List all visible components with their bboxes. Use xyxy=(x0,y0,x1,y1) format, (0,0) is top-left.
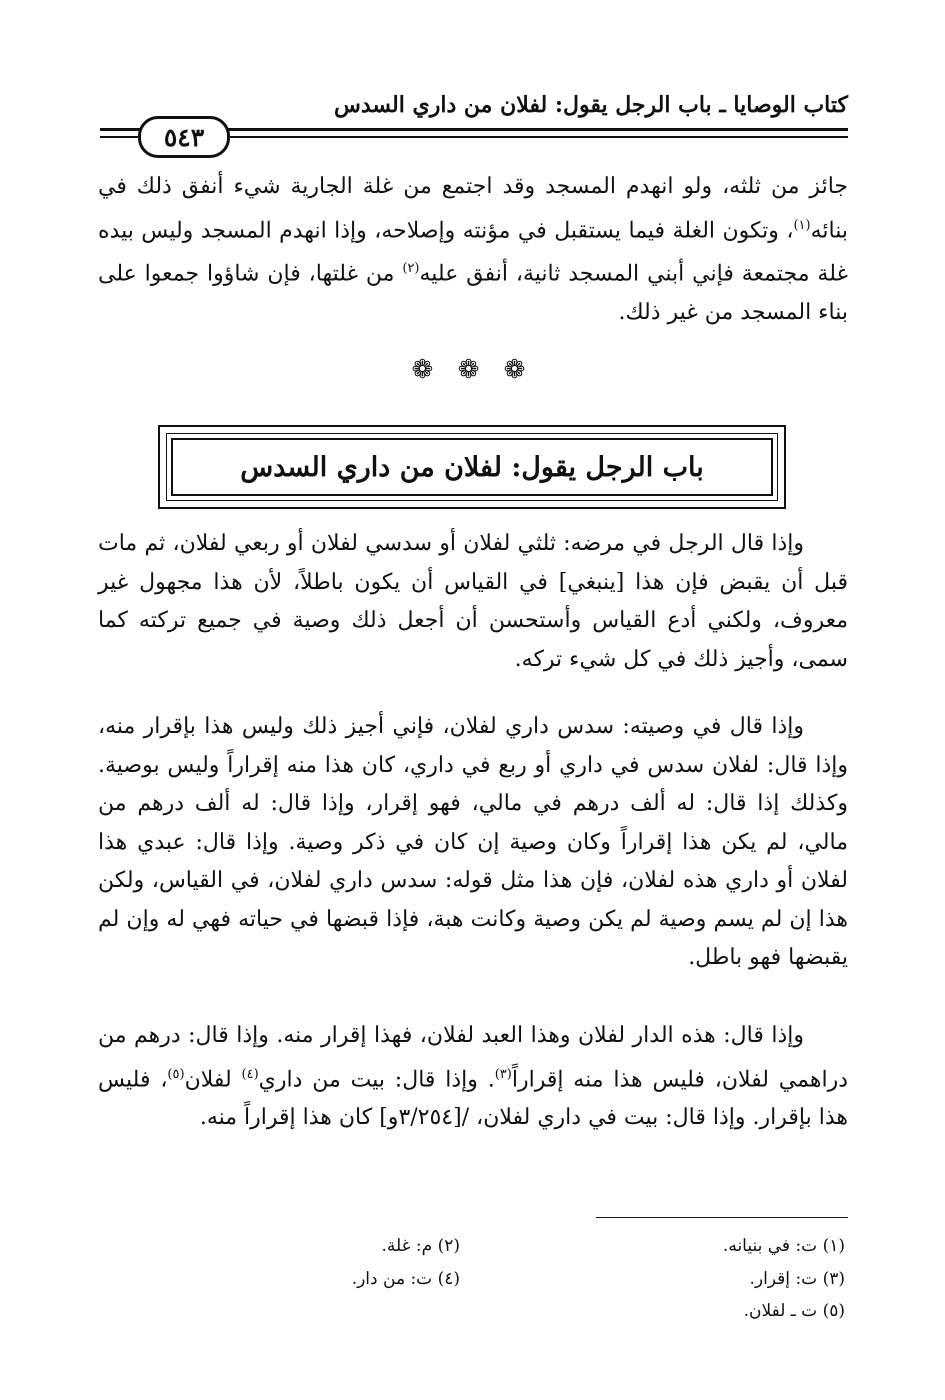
footnote-2: (٢) م: غلة. xyxy=(381,1236,460,1256)
footnote-ref: (٤) xyxy=(241,1066,259,1082)
footnote-ref: (٢) xyxy=(402,261,420,277)
paragraph-text: . وإذا قال: بيت من داري xyxy=(258,1066,495,1092)
footnote-ref: (٣) xyxy=(494,1066,512,1082)
paragraph-text: ، وتكون الغلة فيما يستقبل في مؤنته وإصلاحه، وإذا انهدم المسجد وليس بيده غلة مجتمعة فإني أبني المسجد ثانية، أنفق عليه xyxy=(98,217,849,287)
footnote-3: (٣) ت: إقرار. xyxy=(749,1269,845,1289)
paragraph: وإذا قال في وصيته: سدس داري لفلان، فإني أجيز ذلك وليس هذا بإقرار منه، وإذا قال: لفلان سدس في داري أو ربع في داري، كان هذا منه إقراراً وليس بوصية. وكذلك إذا قال: له ألف درهم في مالي، فهو إقرار، وإذا قال: له ألف درهم من مالي، لم يكن هذا إقراراً وكان وصية إن كان في ذكر وصية. وإذا قال: عبدي هذا لفلان أو داري هذه لفلان، فإن هذا مثل قوله: سدس داري لفلان، في القياس، ولكن هذا إن لم يسم وصية لم يكن وصية وكانت هبة، فإذا قبضها في حياته فهي له وإن لم يقبضها فهو باطل. xyxy=(98,714,849,970)
footnote-ref: (٥) xyxy=(167,1066,185,1082)
paragraph-text: لفلان xyxy=(184,1066,242,1092)
footnote-5: (٥) ت ـ لفلان. xyxy=(743,1301,845,1321)
running-head: كتاب الوصايا ـ باب الرجل يقول: لفلان من داري السدس xyxy=(333,92,848,118)
footnote-1: (١) ت: في بنيانه. xyxy=(722,1236,845,1256)
paragraph-text: من غلتها، فإن شاؤوا جمعوا على بناء المسجد من غير ذلك. xyxy=(98,261,848,326)
page-number: ٥٤٣ xyxy=(138,116,230,158)
paragraph-continued xyxy=(98,168,848,333)
paragraph xyxy=(98,1017,848,1138)
chapter-title-frame xyxy=(158,425,786,509)
footnote-4: (٤) ت: من دار. xyxy=(351,1269,460,1289)
paragraph-text: ، فليس هذا بإقرار. وإذا قال: بيت في داري لفلان، /[٣/٢٥٤و] كان هذا إقراراً منه. xyxy=(98,1066,848,1131)
paragraph: وإذا قال الرجل في مرضه: ثلثي لفلان أو سدسي لفلان أو ربعي لفلان، ثم مات قبل أن يقبض فإن هذا [ينبغي] في القياس أن يكون باطلاً، لأن هذا مجهول غير معروف، ولكني أدع القياس وأستحسن أن أجعل ذلك وصية في جميع تركته كما سمى، وأجيز ذلك في كل شيء تركه. xyxy=(98,531,848,672)
chapter-title: باب الرجل يقول: لفلان من داري السدس xyxy=(240,451,704,483)
footnote-ref: (١) xyxy=(793,217,811,233)
footnote-separator xyxy=(596,1217,848,1218)
paragraph-text: جائز من ثلثه، ولو انهدم المسجد وقد اجتمع من غلة الجارية شيء أنفق ذلك في بنائه xyxy=(98,174,848,243)
section-ornament: ❁ ❁ ❁ xyxy=(411,355,534,385)
paragraph-text: وإذا قال: هذه الدار لفلان وهذا العبد لفلان، فهذا إقرار منه. وإذا قال: درهم من دراهمي لفلان، فليس هذا منه إقراراً xyxy=(98,1023,848,1092)
